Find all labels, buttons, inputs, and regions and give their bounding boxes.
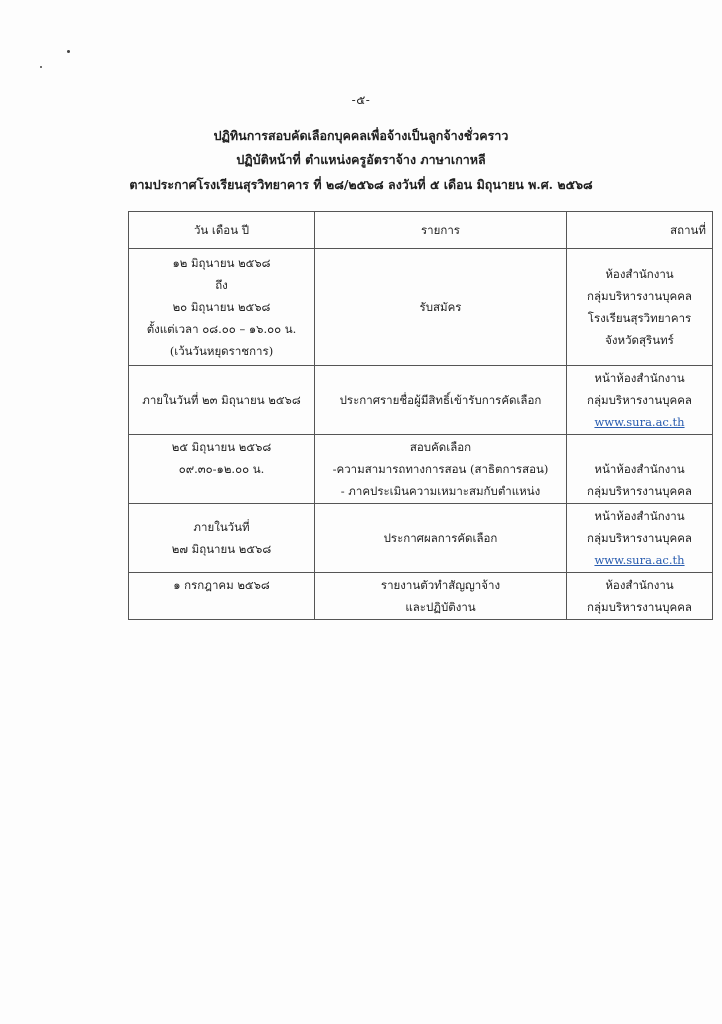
website-link[interactable]: www.sura.ac.th [594, 553, 685, 567]
date-line: ตั้งแต่เวลา ๐๘.๐๐ – ๑๖.๐๐ น. [146, 322, 297, 336]
header-item: รายการ [315, 212, 567, 249]
date-line: ๒๐ มิถุนายน ๒๕๖๘ [172, 300, 271, 314]
place-line: กลุ่มบริหารงานบุคคล [587, 289, 692, 303]
date-line: ๐๙.๓๐-๑๒.๐๐ น. [178, 462, 265, 476]
item-line: ประกาศรายชื่อผู้มีสิทธิ์เข้ารับการคัดเลือก [339, 393, 542, 407]
date-line: ๑ กรกฎาคม ๒๕๖๘ [173, 578, 270, 592]
announcement-reference: ตามประกาศโรงเรียนสุรวิทยาคาร ที่ ๒๘/๒๕๖๘ ลงวันที่ ๕ เดือน มิถุนายน พ.ศ. ๒๕๖๘ [129, 177, 593, 192]
date-line: ๒๕ มิถุนายน ๒๕๖๘ [171, 440, 272, 454]
item-cell [315, 249, 567, 366]
place-cell [567, 249, 713, 366]
date-line: ๑๒ มิถุนายน ๒๕๖๘ [172, 256, 271, 270]
item-cell [315, 435, 567, 504]
place-line: ห้องสำนักงาน [605, 267, 674, 281]
scan-speck [40, 66, 42, 68]
item-line: สอบคัดเลือก [409, 440, 472, 454]
item-line: และปฏิบัติงาน [405, 600, 476, 614]
website-link[interactable]: www.sura.ac.th [594, 415, 685, 429]
place-line: กลุ่มบริหารงานบุคคล [587, 600, 692, 614]
place-cell [567, 504, 713, 573]
date-cell [129, 249, 315, 366]
item-cell [315, 573, 567, 620]
schedule-table [128, 211, 713, 620]
header-place: สถานที่ [567, 212, 713, 249]
date-line: ภายในวันที่ [193, 520, 250, 534]
item-line: ประกาศผลการคัดเลือก [383, 531, 498, 545]
date-line: ๒๗ มิถุนายน ๒๕๖๘ [171, 542, 272, 556]
place-line: กลุ่มบริหารงานบุคคล [587, 484, 692, 498]
place-cell [567, 435, 713, 504]
place-line: กลุ่มบริหารงานบุคคล [587, 531, 692, 545]
place-line: หน้าห้องสำนักงาน [594, 462, 685, 476]
place-line: หน้าห้องสำนักงาน [594, 509, 685, 523]
table-row [129, 504, 713, 573]
place-line: จังหวัดสุรินทร์ [605, 333, 674, 347]
place-line: กลุ่มบริหารงานบุคคล [587, 393, 692, 407]
date-cell [129, 573, 315, 620]
place-cell [567, 573, 713, 620]
item-line: - ภาคประเมินความเหมาะสมกับตำแหน่ง [340, 484, 541, 498]
page-number: -๕- [351, 93, 371, 107]
date-cell [129, 435, 315, 504]
date-line: ถึง [215, 278, 228, 292]
item-line: รับสมัคร [419, 300, 462, 314]
item-line: -ความสามารถทางการสอน (สาธิตการสอน) [332, 462, 549, 476]
place-cell [567, 366, 713, 435]
item-cell [315, 504, 567, 573]
date-line: (เว้นวันหยุดราชการ) [169, 344, 274, 358]
item-cell [315, 366, 567, 435]
date-line: ภายในวันที่ ๒๓ มิถุนายน ๒๕๖๘ [142, 393, 301, 407]
table-row [129, 249, 713, 366]
place-line: หน้าห้องสำนักงาน [594, 371, 685, 385]
document-title: ปฏิทินการสอบคัดเลือกบุคคลเพื่อจ้างเป็นลูกจ้างชั่วคราว [213, 128, 509, 143]
scan-speck [67, 50, 70, 53]
date-cell [129, 366, 315, 435]
table-row [129, 573, 713, 620]
table-row [129, 366, 713, 435]
table-row [129, 435, 713, 504]
document-subtitle: ปฏิบัติหน้าที่ ตำแหน่งครูอัตราจ้าง ภาษาเกาหลี [236, 152, 486, 167]
place-line: โรงเรียนสุรวิทยาคาร [587, 311, 692, 325]
header-date: วัน เดือน ปี [129, 212, 315, 249]
place-line: ห้องสำนักงาน [605, 578, 674, 592]
date-cell [129, 504, 315, 573]
item-line: รายงานตัวทำสัญญาจ้าง [380, 578, 501, 592]
table-header-row [129, 212, 713, 249]
